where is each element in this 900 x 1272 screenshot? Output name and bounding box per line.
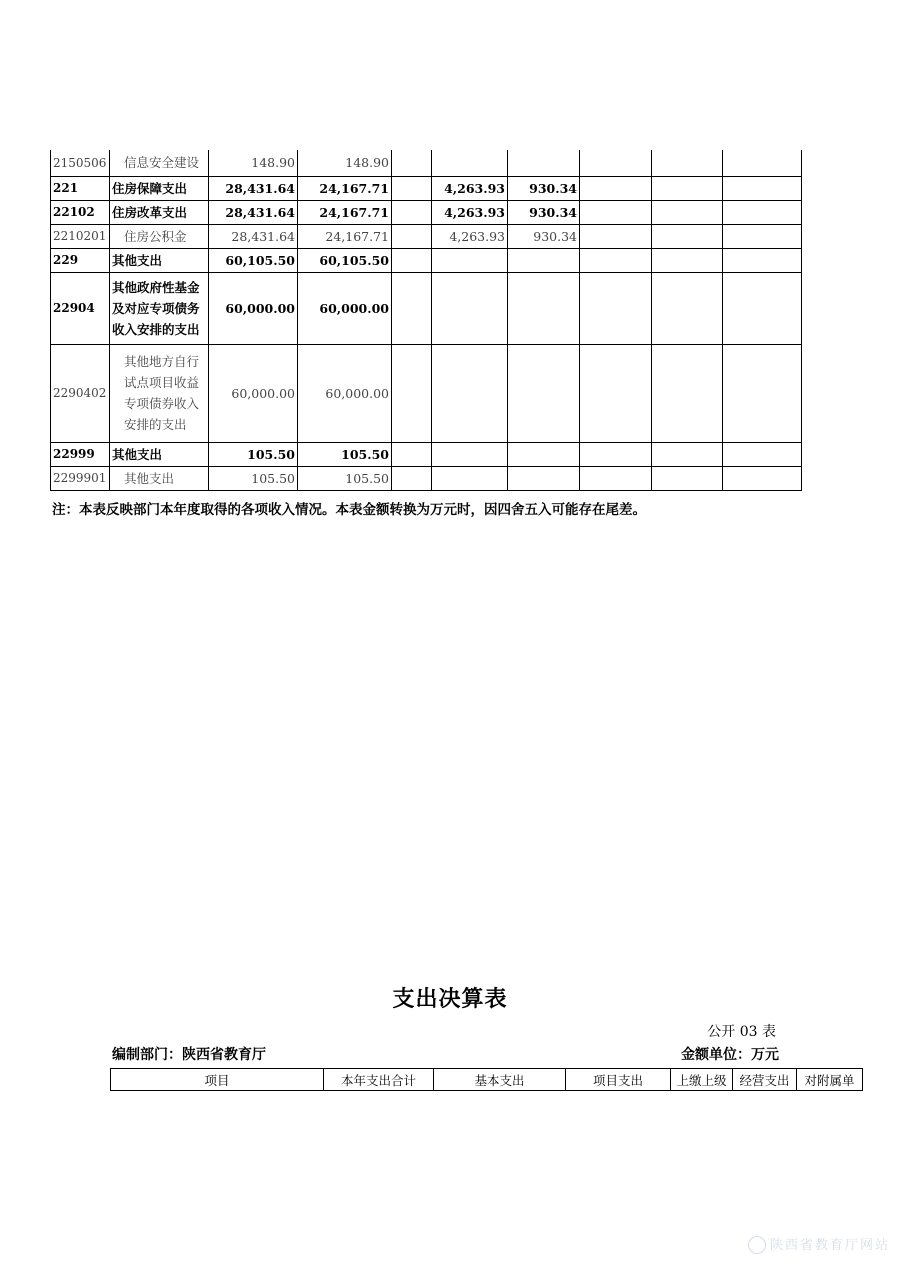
row-value-1: 28,431.64 [209,224,298,248]
row-value-2: 24,167.71 [298,200,392,224]
row-value-3 [392,442,432,466]
row-value-4 [432,272,508,344]
row-value-4 [432,466,508,490]
row-value-5 [508,344,580,442]
row-value-1: 105.50 [209,466,298,490]
row-value-2: 105.50 [298,466,392,490]
table-row [51,272,802,344]
row-empty-cell [723,248,802,272]
row-empty-cell [652,344,723,442]
row-name: 其他地方自行试点项目收益专项债券收入安排的支出 [110,344,209,442]
table-row [51,176,802,200]
column-header: 项目支出 [566,1069,671,1091]
column-header: 基本支出 [434,1069,566,1091]
row-value-5 [508,150,580,176]
row-empty-cell [580,150,652,176]
row-value-2: 60,105.50 [298,248,392,272]
row-value-5: 930.34 [508,176,580,200]
row-empty-cell [723,224,802,248]
row-name: 其他支出 [110,248,209,272]
row-empty-cell [580,442,652,466]
row-name: 住房公积金 [110,224,209,248]
row-empty-cell [723,176,802,200]
row-empty-cell [652,224,723,248]
row-value-1: 28,431.64 [209,200,298,224]
table-note: 注：本表反映部门本年度取得的各项收入情况。本表金额转换为万元时，因四舍五入可能存在尾差。 [52,502,646,518]
row-value-5: 930.34 [508,200,580,224]
row-name: 住房保障支出 [110,176,209,200]
row-value-1: 60,000.00 [209,272,298,344]
row-empty-cell [580,224,652,248]
row-value-5 [508,466,580,490]
table-row [51,150,802,176]
row-code: 2290402 [51,344,110,442]
row-value-4: 4,263.93 [432,224,508,248]
row-value-3 [392,150,432,176]
row-empty-cell [723,200,802,224]
row-value-2: 105.50 [298,442,392,466]
row-value-5 [508,442,580,466]
row-code: 22904 [51,272,110,344]
row-name: 住房改革支出 [110,200,209,224]
row-name: 其他政府性基金及对应专项债务收入安排的支出 [110,272,209,344]
row-value-4 [432,150,508,176]
row-value-3 [392,248,432,272]
row-empty-cell [580,200,652,224]
row-code: 2150506 [51,150,110,176]
row-empty-cell [723,272,802,344]
row-value-2: 60,000.00 [298,272,392,344]
column-header: 对附属单 [797,1069,863,1091]
row-value-4 [432,344,508,442]
row-value-2: 148.90 [298,150,392,176]
table-row [51,442,802,466]
column-header: 经营支出 [733,1069,797,1091]
watermark-text: 陕西省教育厅网站 [769,1237,890,1253]
row-name: 其他支出 [110,442,209,466]
row-empty-cell [652,272,723,344]
row-value-3 [392,224,432,248]
row-empty-cell [580,272,652,344]
income-table [50,150,802,491]
unit-label: 金额单位：万元 [681,1047,779,1063]
row-empty-cell [723,442,802,466]
row-value-2: 60,000.00 [298,344,392,442]
row-empty-cell [580,248,652,272]
row-code: 229 [51,248,110,272]
row-value-4 [432,248,508,272]
row-value-3 [392,200,432,224]
row-value-5 [508,272,580,344]
row-value-3 [392,344,432,442]
row-value-1: 105.50 [209,442,298,466]
row-value-1: 148.90 [209,150,298,176]
row-value-4: 4,263.93 [432,176,508,200]
table-row [51,224,802,248]
row-value-1: 28,431.64 [209,176,298,200]
column-header: 上缴上级 [671,1069,733,1091]
row-code: 22102 [51,200,110,224]
row-value-3 [392,176,432,200]
row-name: 信息安全建设 [110,150,209,176]
watermark [748,1234,890,1255]
row-empty-cell [652,176,723,200]
expense-table [110,1068,863,1091]
column-header: 本年支出合计 [324,1069,434,1091]
page-title: 支出决算表 [392,986,508,1012]
table-number: 公开 03 表 [707,1024,776,1040]
row-value-5 [508,248,580,272]
row-empty-cell [652,466,723,490]
row-empty-cell [652,200,723,224]
table-row [51,248,802,272]
department-label: 编制部门：陕西省教育厅 [112,1047,266,1063]
row-value-5: 930.34 [508,224,580,248]
row-code: 2299901 [51,466,110,490]
row-value-3 [392,272,432,344]
row-value-4 [432,442,508,466]
row-code: 2210201 [51,224,110,248]
row-empty-cell [652,150,723,176]
row-code: 221 [51,176,110,200]
row-code: 22999 [51,442,110,466]
row-empty-cell [652,248,723,272]
row-value-1: 60,000.00 [209,344,298,442]
row-empty-cell [723,150,802,176]
row-empty-cell [580,466,652,490]
table-row [51,200,802,224]
row-empty-cell [652,442,723,466]
row-empty-cell [580,344,652,442]
row-value-3 [392,466,432,490]
row-empty-cell [723,466,802,490]
row-value-1: 60,105.50 [209,248,298,272]
table-row [51,344,802,442]
row-value-4: 4,263.93 [432,200,508,224]
column-header: 项目 [111,1069,324,1091]
watermark-logo-icon [748,1236,766,1254]
row-value-2: 24,167.71 [298,224,392,248]
expense-header-row [111,1069,863,1091]
row-name: 其他支出 [110,466,209,490]
row-empty-cell [723,344,802,442]
row-value-2: 24,167.71 [298,176,392,200]
table-row [51,466,802,490]
row-empty-cell [580,176,652,200]
